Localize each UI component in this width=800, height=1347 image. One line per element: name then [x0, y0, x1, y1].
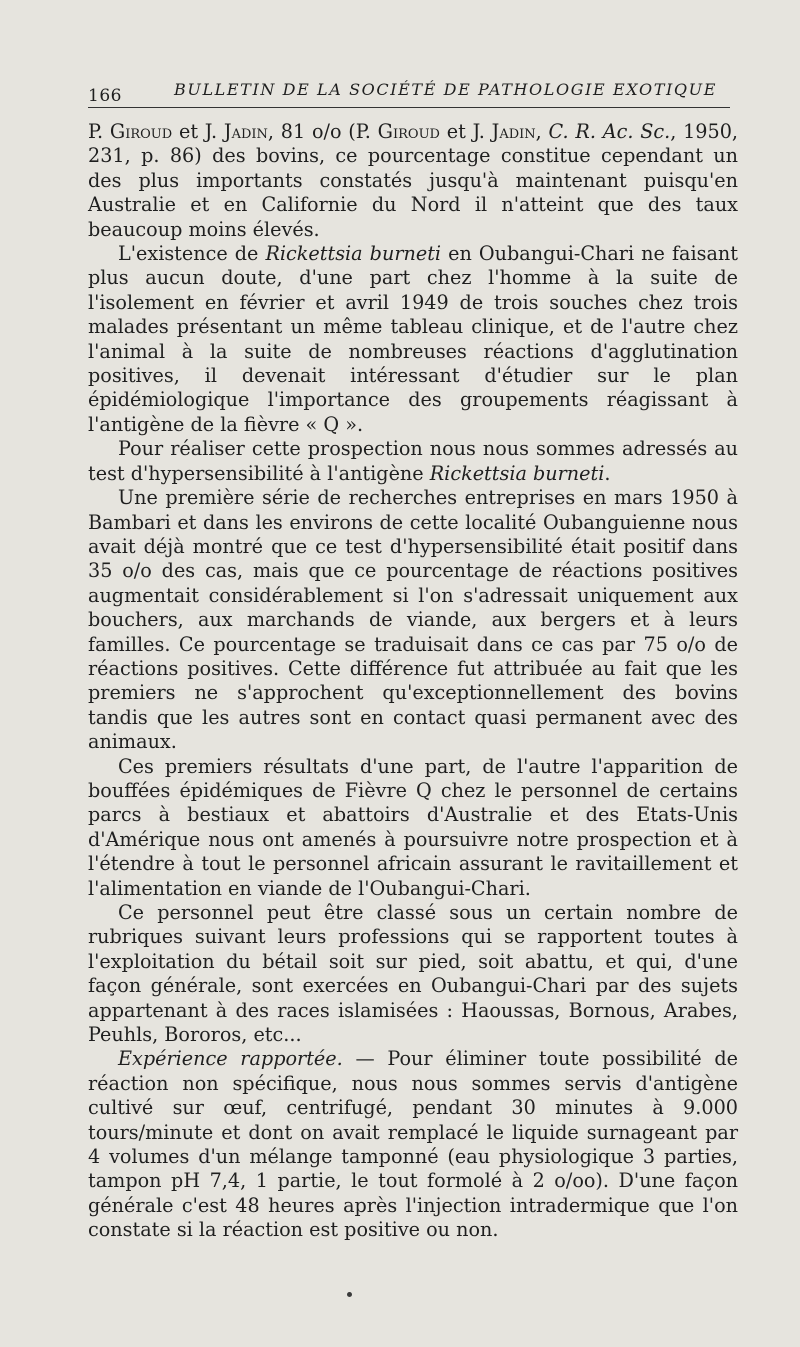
- paragraph-5: Ces premiers résultats d'une part, de l'autre l'apparition de bouffées épidémiques de Fièvre Q chez le personnel de certains parcs à bestiaux et abattoirs d'Australie et des Etats-Unis d'Amérique nous ont amenés à poursuivre notre prospection et à l'étendre à tout le personnel africain assurant le ravitaillement et l'alimentation en viande de l'Oubangui-Chari.: [88, 754, 738, 900]
- paragraph-6: Ce personnel peut être classé sous un certain nombre de rubriques suivant leurs professions qui se rapportent toutes à l'exploitation du bétail soit sur pied, soit abattu, et qui, d'une façon générale, sont exercées en Oubangui-Chari par des sujets appartenant à des races islamisées : Haoussas, Bornous, Arabes, Peuhls, Bororos, etc...: [88, 901, 738, 1047]
- article-body: [88, 120, 738, 1243]
- text-run: en Oubangui-Chari ne faisant plus aucun doute, d'une part chez l'homme à la suite de l'isolement en février et avril 1949 de trois souches chez trois malades présentant un même tableau clinique, et de l'autre chez l'animal à la suite de nombreuses réactions d'agglutination positives, il devenait intéressant d'étudier sur le plan épidémiologique l'importance des groupements réagissant à l'antigène de la fièvre « Q ».: [88, 242, 738, 436]
- text-run: Pour réaliser cette prospection nous nous sommes adressés au test d'hypersensibilité à l'antigène: [88, 437, 738, 485]
- ink-speck: [347, 1292, 352, 1297]
- text-run: ,: [535, 120, 549, 143]
- paragraph-7: [88, 1047, 738, 1242]
- page-number: 166: [88, 86, 122, 106]
- text-run: P.: [88, 120, 110, 143]
- text-run: , 81 o/o (P.: [267, 120, 378, 143]
- author-name: Giroud: [109, 120, 173, 143]
- species-name: Rickettsia burneti: [429, 461, 605, 485]
- text-run: L'existence de: [118, 242, 266, 266]
- section-heading: Expérience rapportée.: [118, 1047, 343, 1071]
- author-name: Jadin: [223, 120, 268, 143]
- paragraph-3: [88, 437, 738, 486]
- running-title: BULLETIN DE LA SOCIÉTÉ DE PATHOLOGIE EXOTIQUE: [174, 80, 717, 99]
- text-run: , 1950, 231, p. 86) des bovins, ce pourcentage constitue cependant un des plus importants constatés jusqu'à maintenant puisqu'en Australie et en Californie du Nord il n'atteint que des taux beaucoup moins élevés.: [88, 120, 739, 241]
- text-run: et J.: [172, 120, 224, 143]
- paragraph-1: [88, 120, 738, 242]
- header-rule: [88, 107, 730, 108]
- text-run: — Pour éliminer toute possibilité de réaction non spécifique, nous nous sommes servis d'antigène cultivé sur œuf, centrifugé, pendant 30 minutes à 9.000 tours/minute et dont on avait remplacé le liquide surnageant par 4 volumes d'un mélange tamponné (eau physiologique 3 parties, tampon pH 7,4, 1 partie, le tout formolé à 2 o/oo). D'une façon générale c'est 48 heures après l'injection intradermique que l'on constate si la réaction est positive ou non.: [88, 1047, 739, 1242]
- text-run: .: [604, 461, 611, 485]
- author-name: Giroud: [377, 120, 440, 143]
- paragraph-2: [88, 242, 738, 437]
- author-name: Jadin: [491, 120, 536, 143]
- text-run: et J.: [439, 120, 492, 143]
- species-name: Rickettsia burneti: [265, 242, 442, 266]
- journal-citation: C. R. Ac. Sc.: [548, 120, 671, 143]
- page-header: [88, 80, 728, 110]
- paragraph-4: Une première série de recherches entreprises en mars 1950 à Bambari et dans les environs de cette localité Oubanguienne nous avait déjà montré que ce test d'hypersensibilité était positif dans 35 o/o des cas, mais que ce pourcentage de réactions positives augmentait considérablement si l'on s'adressait uniquement aux bouchers, aux marchands de viande, aux bergers et à leurs familles. Ce pourcentage se traduisait dans ce cas par 75 o/o de réactions positives. Cette différence fut attribuée au fait que les premiers ne s'approchent qu'exceptionnellement des bovins tandis que les autres sont en contact quasi permanent avec des animaux.: [88, 486, 738, 754]
